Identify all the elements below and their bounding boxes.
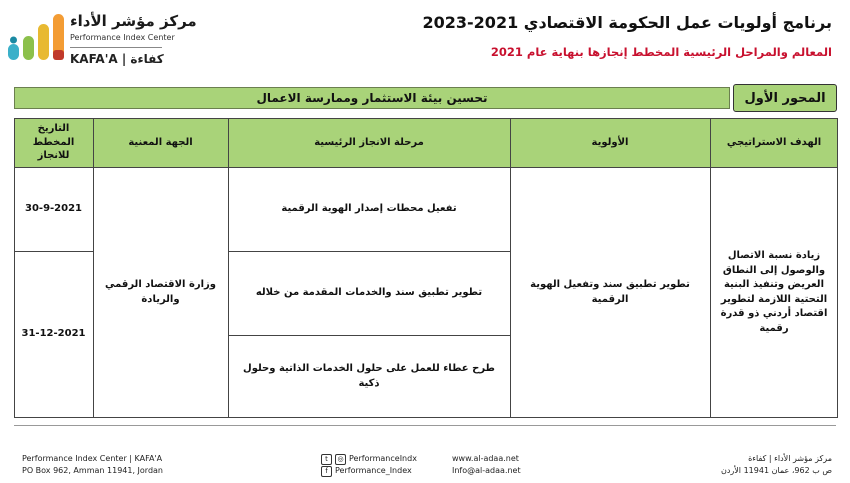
axis-label: المحور الأول (733, 84, 837, 112)
table-border (14, 417, 838, 418)
date-cell: 30-9-2021 (25, 202, 83, 214)
footer-org-en: Performance Index Center | KAFA'A (22, 454, 163, 463)
table-border (510, 118, 511, 418)
date-cell: 31-12-2021 (21, 328, 86, 340)
milestone-cell: تفعيل محطات إصدار الهوية الرقمية (281, 202, 457, 214)
footer-contact (452, 453, 521, 477)
footer-divider (14, 425, 836, 426)
footer-address-en (22, 453, 163, 477)
header-milestone: مرحلة الانجاز الرئيسية (228, 118, 510, 167)
table-border (93, 118, 94, 418)
footer-website-link[interactable]: www.al-adaa.net (452, 454, 519, 463)
logo-graphic (6, 14, 68, 64)
social-facebook[interactable] (321, 465, 417, 477)
social-handle-2: Performance_Index (335, 466, 412, 475)
table-border (228, 335, 510, 336)
table-border (14, 167, 838, 168)
page-title: برنامج أولويات عمل الحكومة الاقتصادي 2021-2023 (422, 13, 832, 32)
milestone-cell: تطوير تطبيق سند والخدمات المقدمة من خلاله (255, 286, 483, 298)
twitter-icon: t (321, 454, 332, 465)
logo-english-name: Performance Index Center (70, 33, 175, 42)
page-subtitle: المعالم والمراحل الرئيسية المخطط إنجازها بنهاية عام 2021 (490, 45, 832, 59)
table-border (228, 118, 229, 418)
table-border (228, 251, 510, 252)
priority-cell: تطوير تطبيق سند وتفعيل الهوية الرقمية (530, 279, 690, 305)
table-border (14, 118, 15, 418)
table-border (14, 251, 93, 252)
header-priority: الأولوية (510, 118, 710, 167)
social-handle-1: PerformanceIndx (349, 454, 417, 463)
entity-cell: وزارة الاقتصاد الرقمي والريادة (104, 279, 217, 305)
instagram-icon: ◎ (335, 454, 346, 465)
logo-short-name: KAFA'A | كفاءة (70, 52, 164, 66)
goal-cell: زيادة نسبة الاتصال والوصول إلى النطاق العريض وتنفيذ البنية التحتية اللازمة لتطوير اقتصاد أردني ذو قدرة رقمية (720, 250, 828, 334)
table-border (710, 118, 711, 418)
footer-address-ar (721, 453, 832, 477)
footer-email-link[interactable]: Info@al-adaa.net (452, 466, 521, 475)
header-date: التاريخ المخطط للانجاز (14, 118, 93, 167)
facebook-icon: f (321, 466, 332, 477)
milestones-table (14, 118, 838, 418)
footer-pobox-ar: ص ب 962، عمان 11941 الأردن (720, 466, 832, 475)
table-border (837, 118, 838, 418)
social-twitter[interactable] (321, 453, 417, 465)
axis-title-bar: تحسين بيئة الاستثمار وممارسة الاعمال (14, 87, 730, 109)
footer-org-ar: مركز مؤشر الأداء | كفاءة (748, 454, 832, 463)
logo-divider (70, 47, 162, 48)
table-border (14, 118, 838, 119)
milestone-cell: طرح عطاء للعمل على حلول الخدمات الذاتية وحلول ذكية (243, 363, 495, 389)
footer-social (321, 453, 417, 477)
footer-pobox-en: PO Box 962, Amman 11941, Jordan (22, 466, 163, 475)
header-goal: الهدف الاستراتيجي (710, 118, 838, 167)
logo-arabic-name: مركز مؤشر الأداء (70, 12, 197, 30)
header-entity: الجهة المعنية (93, 118, 228, 167)
